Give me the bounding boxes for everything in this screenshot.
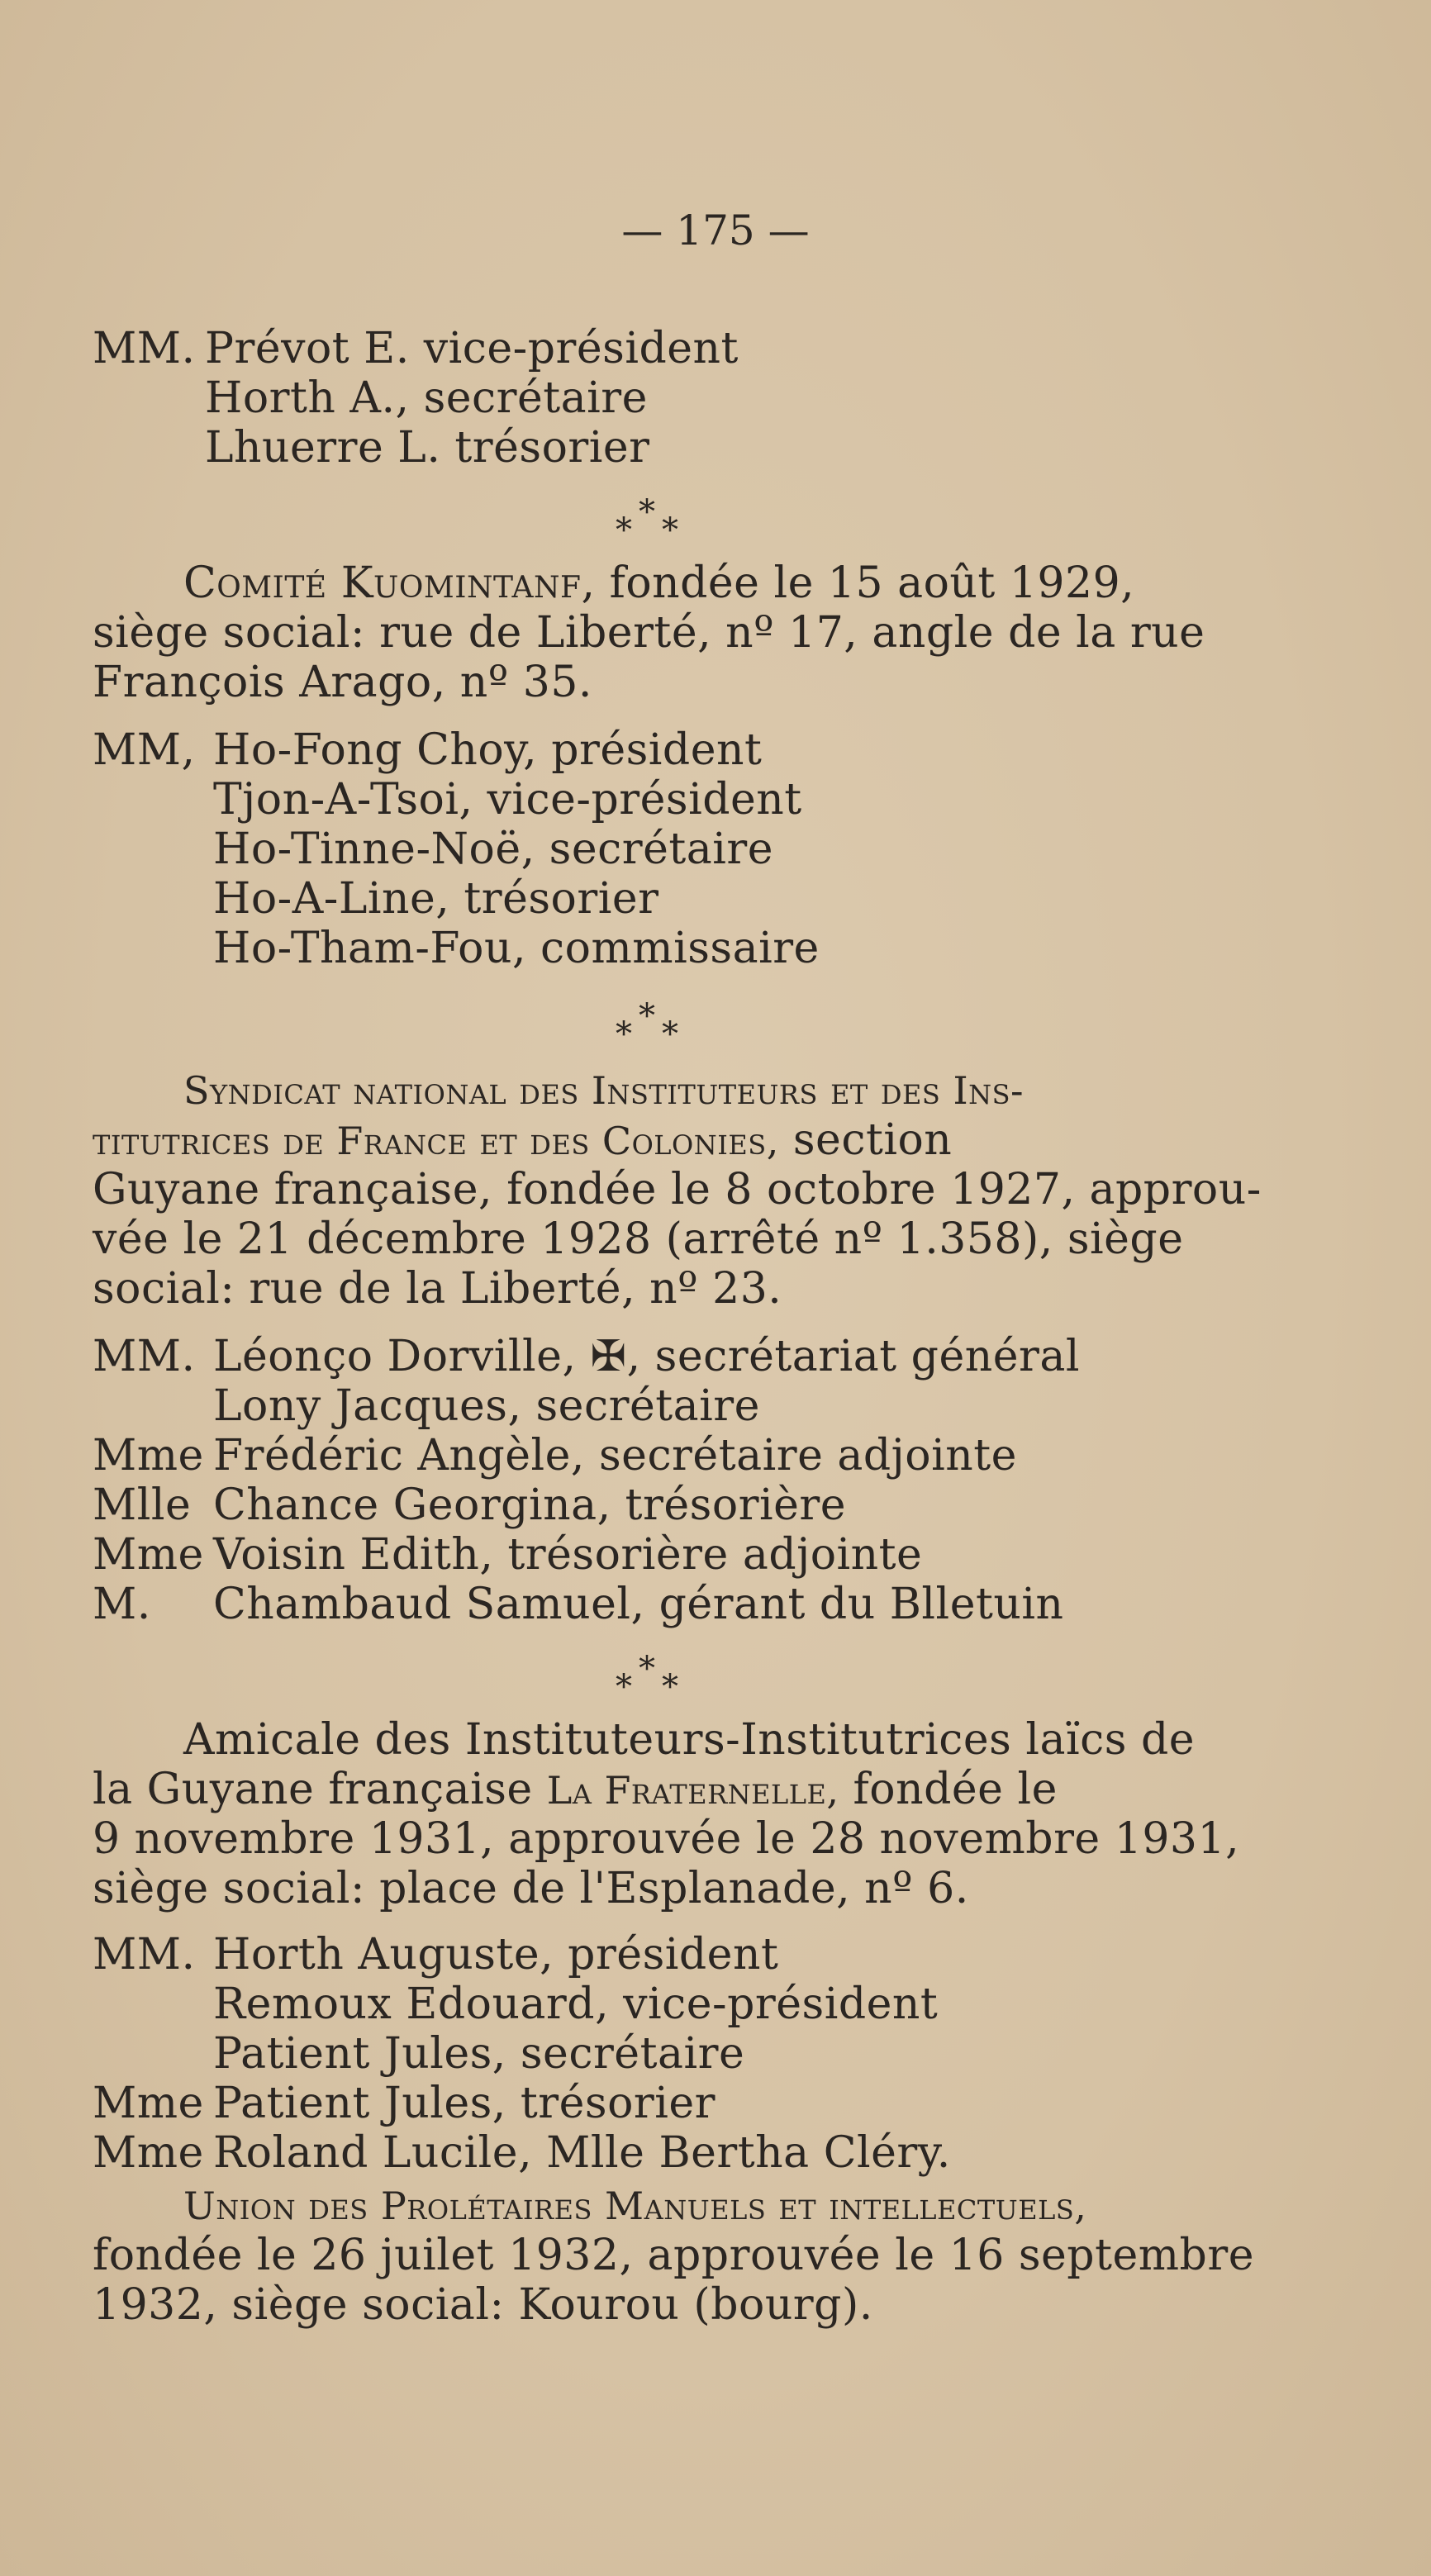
committee-member-2: Ho-Tinne-Noë, secrétaire: [213, 825, 774, 874]
syndicat-member-2: Frédéric Angèle, secrétaire adjointe: [213, 1431, 1017, 1480]
amicale-member-0: Horth Auguste, président: [213, 1930, 779, 1980]
star: *: [662, 1015, 678, 1053]
asterism-2: [616, 997, 682, 1053]
star: *: [616, 511, 632, 549]
asterism-3: [616, 1650, 682, 1706]
page-number: — 175 —: [621, 207, 810, 254]
star: *: [639, 1650, 655, 1688]
amicale-member-3: Patient Jules, trésorier: [213, 2079, 716, 2128]
committee-line1-rest: fondée le 15 août 1929,: [609, 558, 1135, 608]
amicale-line4: siège social: place de l'Esplanade, nº 6.: [93, 1864, 969, 1913]
star: *: [639, 997, 655, 1035]
amicale-member-4: Roland Lucile, Mlle Bertha Cléry.: [213, 2128, 951, 2178]
amicale-line2-sc: La Fraternelle,: [546, 1768, 839, 1813]
syndicat-member-5: Chambaud Samuel, gérant du Blletuin: [213, 1580, 1064, 1629]
syndicat-member-1: Lony Jacques, secrétaire: [213, 1381, 760, 1431]
syndicat-line2: [93, 1115, 952, 1166]
syndicat-prefix-3: Mlle: [93, 1480, 192, 1530]
amicale-prefix-4: Mme: [93, 2128, 204, 2178]
committee-heading: [183, 558, 1134, 608]
asterism-1: [616, 493, 682, 549]
syndicat-prefix-0: MM.: [93, 1332, 196, 1381]
syndicat-prefix-5: M.: [93, 1580, 151, 1629]
amicale-line1: Amicale des Instituteurs-Institutrices laïcs de: [183, 1715, 1196, 1765]
syndicat-member-3: Chance Georgina, trésorière: [213, 1480, 847, 1530]
syndicat-line4: vée le 21 décembre 1928 (arrêté nº 1.358), siège: [93, 1214, 1184, 1264]
amicale-member-2: Patient Jules, secrétaire: [213, 2029, 745, 2079]
block1-line-2: Lhuerre L. trésorier: [205, 423, 650, 473]
amicale-line3: 9 novembre 1931, approuvée le 28 novembre 1931,: [93, 1814, 1240, 1864]
star: *: [662, 511, 678, 549]
star: *: [662, 1668, 678, 1706]
syndicat-prefix-2: Mme: [93, 1431, 204, 1480]
amicale-line2-b: fondée le: [853, 1765, 1058, 1814]
block1-prefix-0: MM.: [93, 324, 196, 373]
amicale-prefix-3: Mme: [93, 2079, 204, 2128]
syndicat-line5: social: rue de la Liberté, nº 23.: [93, 1264, 782, 1314]
star: *: [616, 1015, 632, 1053]
amicale-prefix-0: MM.: [93, 1930, 196, 1980]
star: *: [616, 1668, 632, 1706]
block1-line-1: Horth A., secrétaire: [205, 373, 648, 423]
committee-member-3: Ho-A-Line, trésorier: [213, 874, 659, 924]
syndicat-prefix-4: Mme: [93, 1530, 204, 1580]
amicale-line2-a: la Guyane française: [93, 1765, 533, 1814]
union-line1: Union des Prolétaires Manuels et intellectuels,: [183, 2184, 1087, 2228]
syndicat-member-4: Voisin Edith, trésorière adjointe: [213, 1530, 923, 1580]
syndicat-line3: Guyane française, fondée le 8 octobre 1927, approu-: [93, 1165, 1262, 1214]
amicale-member-1: Remoux Edouard, vice-président: [213, 1980, 939, 2029]
committee-member-0: Ho-Fong Choy, président: [213, 725, 763, 775]
committee-line3: François Arago, nº 35.: [93, 658, 592, 707]
committee-line2: siège social: rue de Liberté, nº 17, angle de la rue: [93, 608, 1205, 658]
committee-member-1: Tjon-A-Tsoi, vice-président: [213, 775, 802, 825]
committee-member-4: Ho-Tham-Fou, commissaire: [213, 924, 820, 973]
syndicat-member-0: Léonço Dorville, ✠, secrétariat général: [213, 1332, 1080, 1381]
union-line3: 1932, siège social: Kourou (bourg).: [93, 2280, 873, 2330]
syndicat-line1: Syndicat national des Instituteurs et des Ins-: [183, 1068, 1025, 1113]
syndicat-line2-sc: titutrices de France et des Colonies,: [93, 1119, 779, 1163]
star: *: [639, 493, 655, 531]
block1-line-0: Prévot E. vice-président: [205, 324, 739, 373]
committee-name: Comité Kuomintanf,: [183, 558, 596, 608]
syndicat-line2-rest: section: [792, 1115, 953, 1165]
committee-prefix: MM,: [93, 725, 196, 775]
amicale-line2: [93, 1765, 1058, 1815]
union-line2: fondée le 26 juilet 1932, approuvée le 16 septembre: [93, 2231, 1254, 2280]
